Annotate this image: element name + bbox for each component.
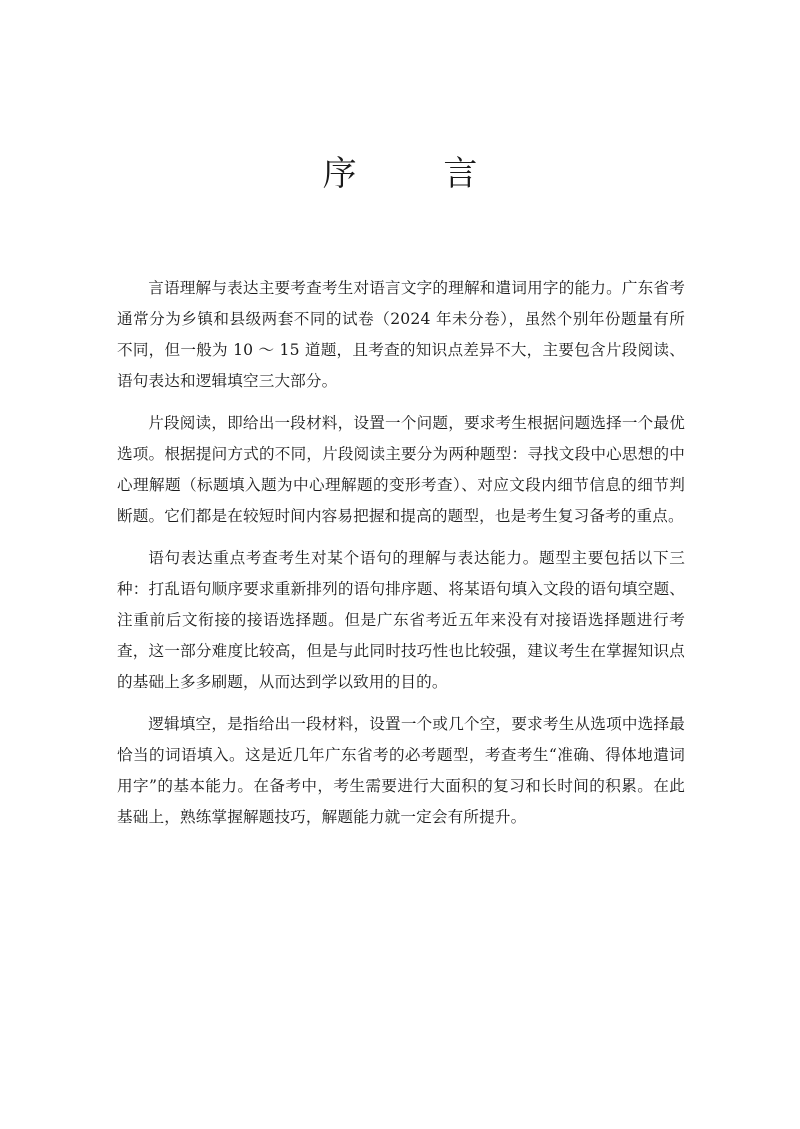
page-title: 序 言 xyxy=(322,154,516,194)
preface-body xyxy=(117,273,685,844)
paragraph-sentence-expression: 语句表达重点考查考生对某个语句的理解与表达能力。题型主要包括以下三种：打乱语句顺序要求重新排列的语句排序题、将某语句填入文段的语句填空题、注重前后文衔接的接语选择题。但是广东省考近五年来没有对接语选择题进行考查，这一部分难度比较高，但是与此同时技巧性也比较强，建议考生在掌握知识点的基础上多多刷题，从而达到学以致用的目的。 xyxy=(117,549,685,691)
paragraph-logic-fill: 逻辑填空，是指给出一段材料，设置一个或几个空，要求考生从选项中选择最恰当的词语填入。这是近几年广东省考的必考题型，考查考生“准确、得体地遣词用字”的基本能力。在备考中，考生需要进行大面积的复习和长时间的积累。在此基础上，熟练掌握解题技巧，解题能力就一定会有所提升。 xyxy=(117,715,685,826)
paragraph-overview: 言语理解与表达主要考查考生对语言文字的理解和遣词用字的能力。广东省考通常分为乡镇和县级两套不同的试卷（2024 年未分卷），虽然个别年份题量有所不同，但一般为 10 ～ 15 道题，且考查的知识点差异不大，主要包含片段阅读、语句表达和逻辑填空三大部分。 xyxy=(117,279,685,390)
paragraph-reading: 片段阅读，即给出一段材料，设置一个问题，要求考生根据问题选择一个最优选项。根据提问方式的不同，片段阅读主要分为两种题型：寻找文段中心思想的中心理解题（标题填入题为中心理解题的变形考查）、对应文段内细节信息的细节判断题。它们都是在较短时间内容易把握和提高的题型，也是考生复习备考的重点。 xyxy=(117,414,685,525)
